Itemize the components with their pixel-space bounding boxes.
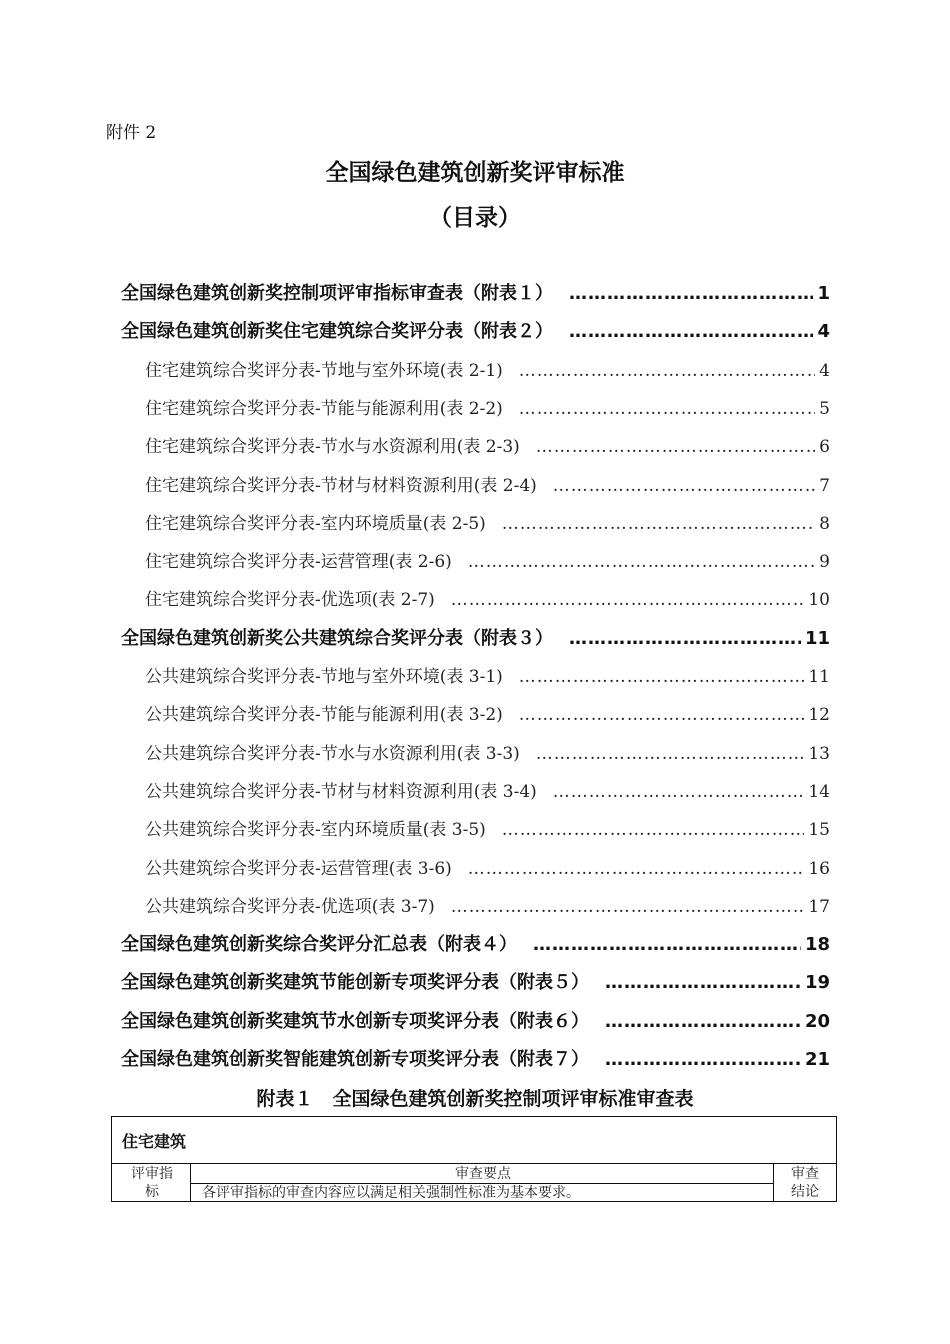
- document-subtitle: （目录）: [429, 205, 521, 231]
- toc-leader-dots: [569, 313, 813, 351]
- toc-page-number: 12: [808, 705, 830, 725]
- toc-page-number: 6: [819, 437, 830, 457]
- toc-page-number: 4: [817, 321, 830, 342]
- toc-entry-label: 住宅建筑综合奖评分表-室内环境质量(表 2-5): [145, 514, 486, 534]
- toc-entry: [121, 926, 830, 964]
- toc-entry: [145, 773, 830, 811]
- table-divider: [112, 1163, 836, 1164]
- toc-entry-label: 全国绿色建筑创新奖综合奖评分汇总表（附表４）: [121, 934, 517, 955]
- toc-entry-label: 全国绿色建筑创新奖住宅建筑综合奖评分表（附表２）: [121, 321, 553, 342]
- toc-page-number: 10: [808, 590, 830, 610]
- toc-entry-label: 住宅建筑综合奖评分表-节材与材料资源利用(表 2-4): [145, 476, 537, 496]
- toc-leader-dots: [605, 1041, 801, 1079]
- toc-page-number: 4: [819, 361, 830, 381]
- toc-entry: [145, 811, 830, 849]
- toc-entry-label: 住宅建筑综合奖评分表-运营管理(表 2-6): [145, 552, 452, 572]
- toc-entry-label: 住宅建筑综合奖评分表-优选项(表 2-7): [145, 590, 435, 610]
- toc-page-number: 20: [804, 1011, 830, 1032]
- toc-entry: [145, 390, 830, 428]
- toc-leader-dots: [451, 888, 805, 926]
- toc-entry-label: 全国绿色建筑创新奖控制项评审指标审查表（附表１）: [121, 283, 553, 304]
- toc-page-number: 9: [819, 552, 830, 572]
- toc-page-number: 21: [804, 1049, 830, 1070]
- toc-entry: [145, 505, 830, 543]
- toc-entry: [121, 1041, 830, 1079]
- toc-leader-dots: [451, 581, 805, 619]
- toc-entry-label: 全国绿色建筑创新奖智能建筑创新专项奖评分表（附表７）: [121, 1049, 589, 1070]
- toc-leader-dots: [536, 735, 805, 773]
- toc-entry-label: 全国绿色建筑创新奖建筑节能创新专项奖评分表（附表５）: [121, 972, 589, 993]
- toc-entry-label: 公共建筑综合奖评分表-节能与能源利用(表 3-2): [145, 705, 503, 725]
- toc-leader-dots: [468, 850, 805, 888]
- table-section-heading: 住宅建筑: [122, 1132, 187, 1151]
- toc-page-number: 1: [817, 283, 830, 304]
- toc-entry-label: 住宅建筑综合奖评分表-节水与水资源利用(表 2-3): [145, 437, 520, 457]
- toc-entry: [121, 313, 830, 351]
- toc-entry-label: 公共建筑综合奖评分表-优选项(表 3-7): [145, 897, 435, 917]
- toc-page-number: 13: [808, 744, 830, 764]
- toc-entry: [145, 543, 830, 581]
- toc-entry-label: 公共建筑综合奖评分表-运营管理(表 3-6): [145, 859, 452, 879]
- toc-page-number: 19: [804, 972, 830, 993]
- toc-leader-dots: [536, 428, 815, 466]
- toc-page-number: 11: [808, 667, 830, 687]
- toc-entry: [145, 888, 830, 926]
- toc-entry: [121, 1003, 830, 1041]
- toc-entry-label: 住宅建筑综合奖评分表-节能与能源利用(表 2-2): [145, 399, 503, 419]
- toc-page-number: 16: [808, 859, 830, 879]
- toc-entry-label: 全国绿色建筑创新奖公共建筑综合奖评分表（附表３）: [121, 628, 553, 649]
- toc-leader-dots: [553, 773, 805, 811]
- appendix-table-title: 附表１ 全国绿色建筑创新奖控制项评审标准审查表: [256, 1088, 694, 1110]
- toc-leader-dots: [533, 926, 801, 964]
- toc-leader-dots: [502, 505, 815, 543]
- toc-page-number: 17: [808, 897, 830, 917]
- toc-entry: [145, 352, 830, 390]
- toc-leader-dots: [605, 1003, 801, 1041]
- toc-entry: [145, 428, 830, 466]
- toc-entry-label: 住宅建筑综合奖评分表-节地与室外环境(表 2-1): [145, 361, 503, 381]
- toc-entry: [145, 658, 830, 696]
- toc-entry: [121, 620, 830, 658]
- toc-leader-dots: [553, 467, 815, 505]
- column-header-conclusion: 审查结论: [791, 1166, 819, 1200]
- toc-page-number: 7: [819, 476, 830, 496]
- toc-leader-dots: [519, 390, 815, 428]
- toc-leader-dots: [569, 275, 813, 313]
- toc-entry: [145, 735, 830, 773]
- column-header-criteria: 评审指标: [131, 1166, 173, 1200]
- toc-leader-dots: [468, 543, 815, 581]
- toc-leader-dots: [519, 696, 805, 734]
- toc-leader-dots: [502, 811, 805, 849]
- toc-page-number: 8: [819, 514, 830, 534]
- toc-page-number: 18: [804, 934, 830, 955]
- toc-leader-dots: [519, 352, 815, 390]
- toc-leader-dots: [569, 620, 801, 658]
- toc-entry: [145, 850, 830, 888]
- review-points-note: 各评审指标的审查内容应以满足相关强制性标准为基本要求。: [202, 1185, 580, 1201]
- toc-entry: [145, 467, 830, 505]
- toc-page-number: 14: [808, 782, 830, 802]
- document-title: 全国绿色建筑创新奖评审标准: [325, 160, 625, 186]
- toc-entry: [145, 696, 830, 734]
- toc-leader-dots: [605, 964, 801, 1002]
- attachment-label: 附件 2: [106, 123, 157, 143]
- appendix-table: [111, 1116, 837, 1202]
- toc-page-number: 5: [819, 399, 830, 419]
- toc-entry-label: 公共建筑综合奖评分表-节水与水资源利用(表 3-3): [145, 744, 520, 764]
- toc-entry-label: 公共建筑综合奖评分表-节地与室外环境(表 3-1): [145, 667, 503, 687]
- toc-page-number: 11: [804, 628, 830, 649]
- toc-entry-label: 公共建筑综合奖评分表-节材与材料资源利用(表 3-4): [145, 782, 537, 802]
- toc-entry-label: 全国绿色建筑创新奖建筑节水创新专项奖评分表（附表６）: [121, 1011, 589, 1032]
- toc-leader-dots: [519, 658, 805, 696]
- column-header-review-points: 审查要点: [455, 1166, 511, 1182]
- toc-entry: [121, 964, 830, 1002]
- toc-entry: [121, 275, 830, 313]
- toc-page-number: 15: [808, 820, 830, 840]
- toc-entry-label: 公共建筑综合奖评分表-室内环境质量(表 3-5): [145, 820, 486, 840]
- toc-entry: [145, 581, 830, 619]
